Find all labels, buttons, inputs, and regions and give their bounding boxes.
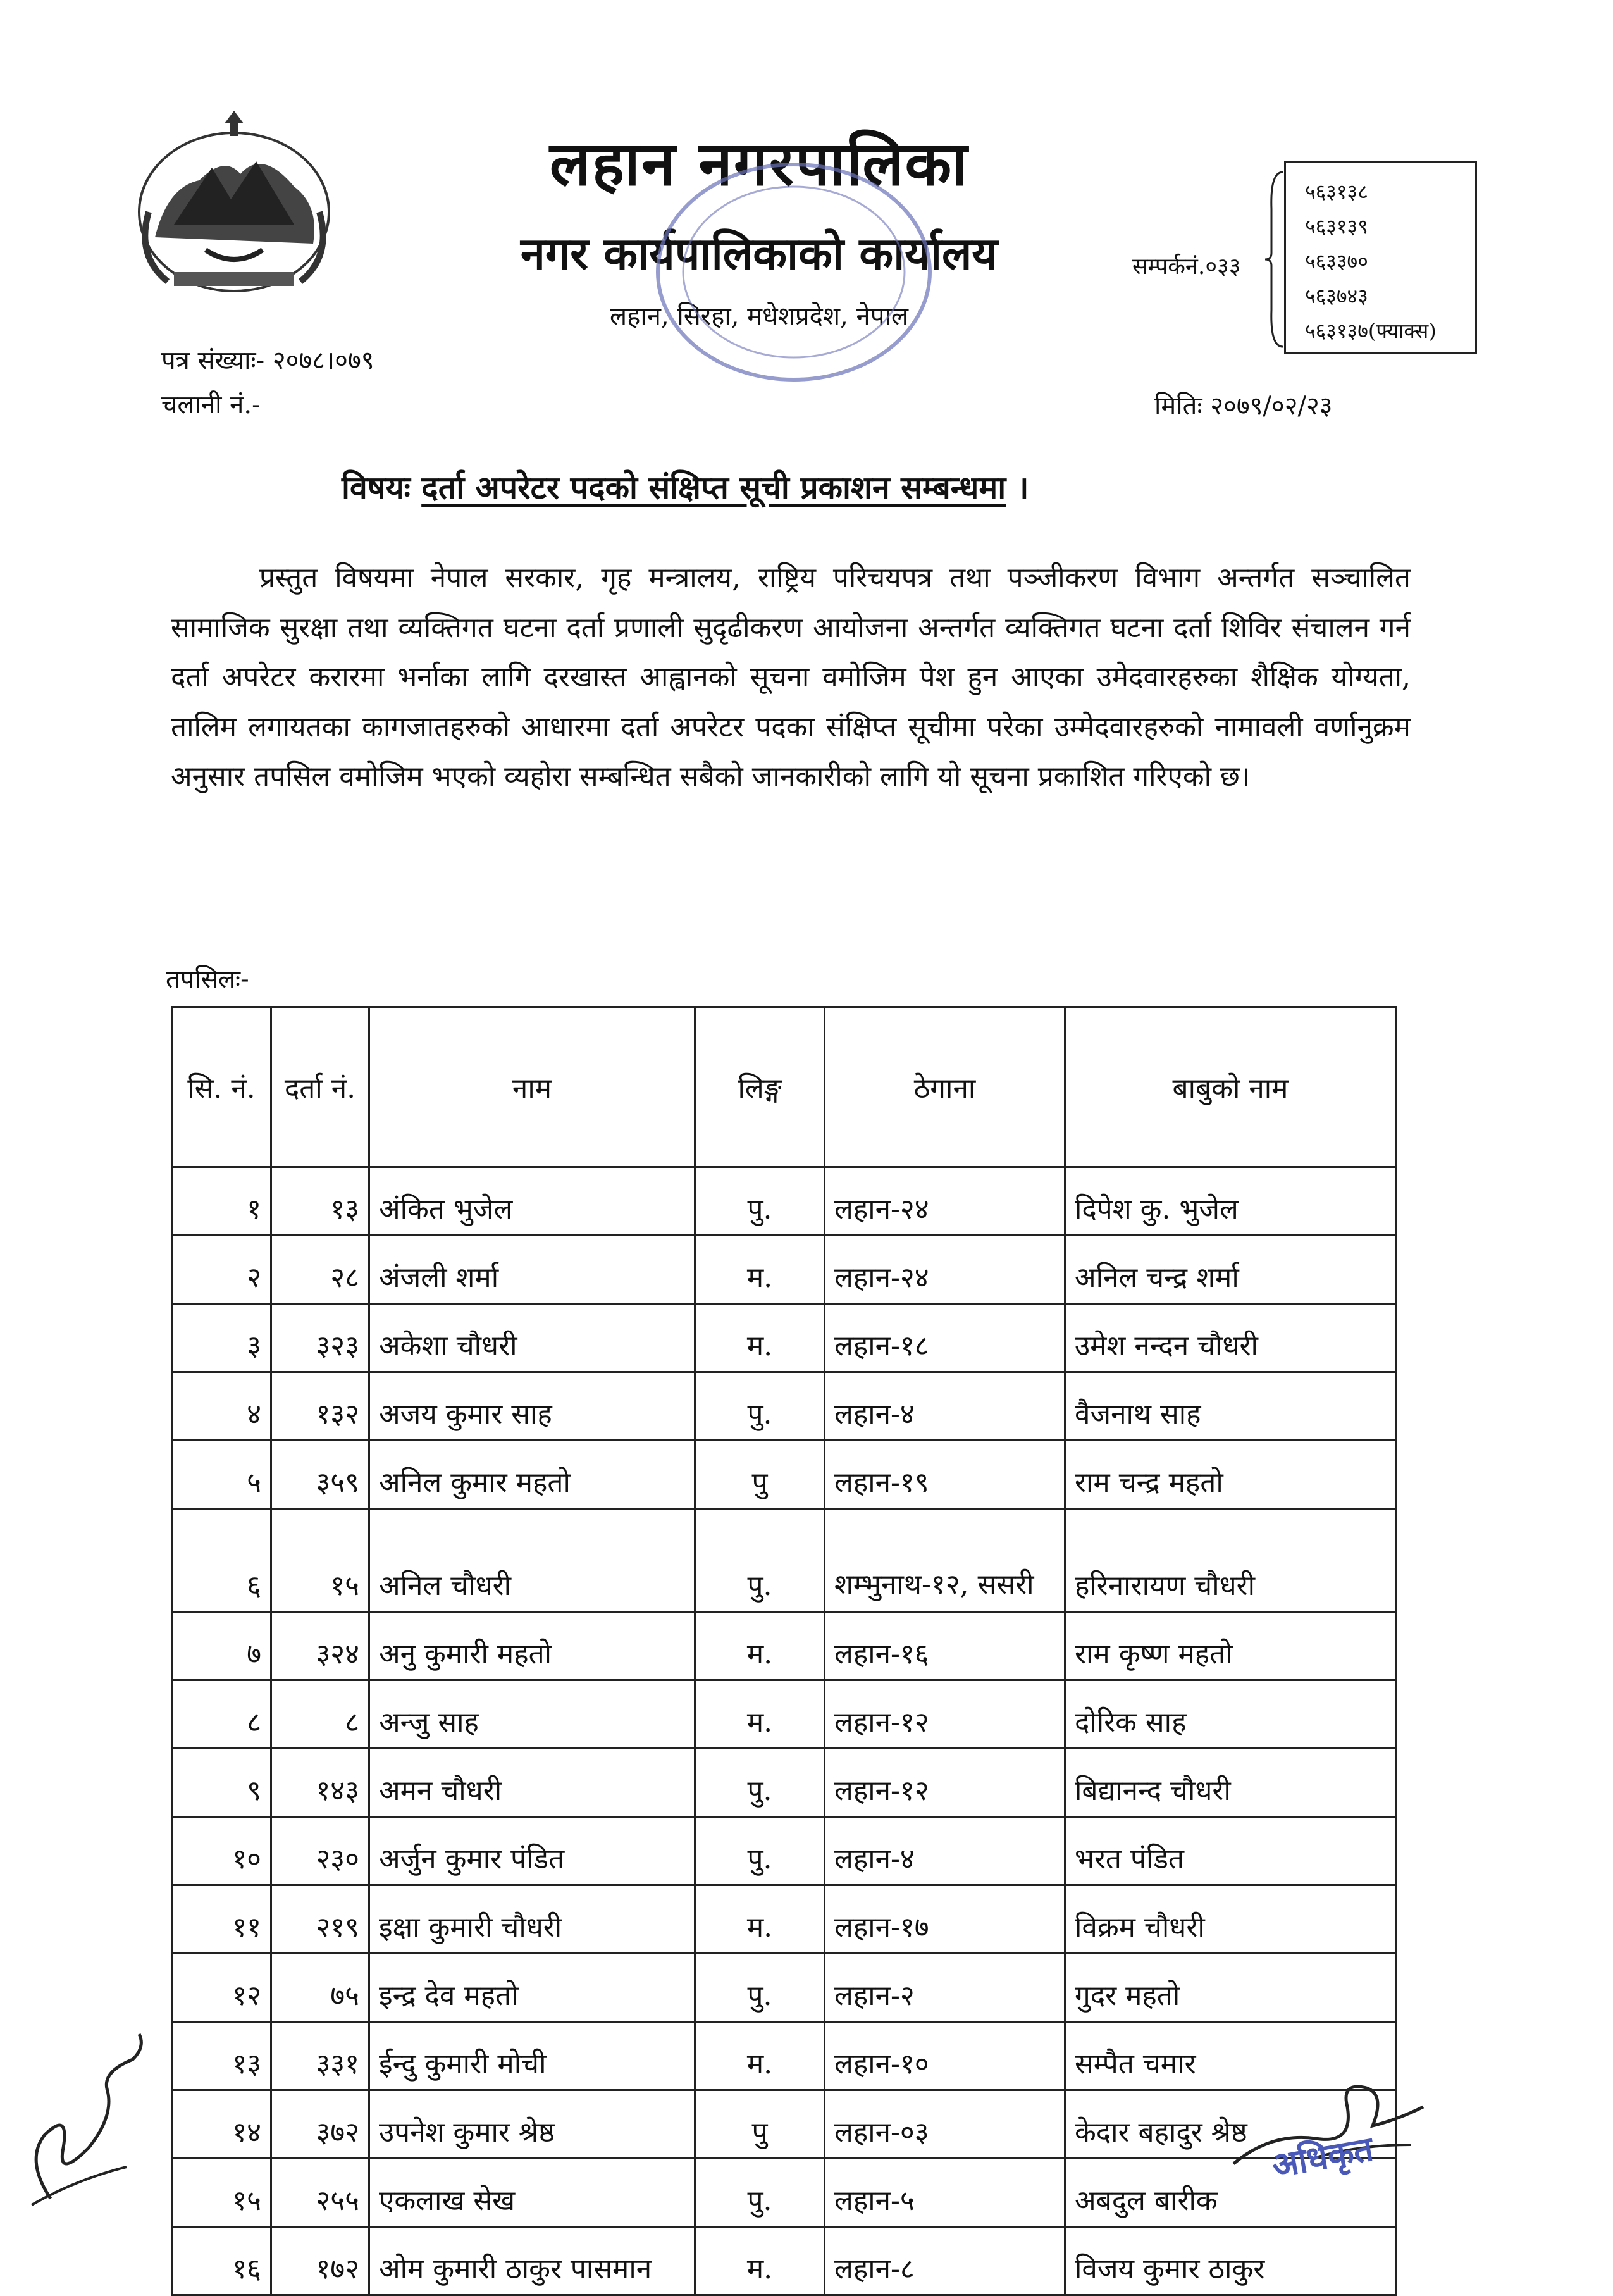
cell-address: लहान-१२ <box>825 1680 1065 1749</box>
cell-father-name: बिद्यानन्द चौधरी <box>1065 1749 1396 1817</box>
org-title: लहान नगरपालिका <box>549 128 969 199</box>
shortlist-table <box>171 1006 1397 2296</box>
cell-address: लहान-१८ <box>825 1304 1065 1372</box>
official-stamp-text: अधिकृत <box>1269 2128 1376 2186</box>
table-row <box>172 1167 1396 1236</box>
cell-gender: म. <box>695 1885 825 1954</box>
table-row <box>172 2159 1396 2227</box>
cell-reg-no: ३२४ <box>271 1612 369 1680</box>
fax-number: ५६३१३७(फ्याक्स) <box>1305 319 1437 343</box>
cell-father-name: विक्रम चौधरी <box>1065 1885 1396 1954</box>
org-address: लहान, सिरहा, मधेशप्रदेश, नेपाल <box>610 302 908 331</box>
contact-label: सम्पर्कनं.०३३ <box>1132 254 1241 280</box>
cell-address: लहान-१२ <box>825 1749 1065 1817</box>
cell-father-name: गुदर महतो <box>1065 1954 1396 2022</box>
cell-gender: पु. <box>695 2159 825 2227</box>
cell-serial: ३ <box>172 1304 271 1372</box>
table-row <box>172 1509 1396 1612</box>
table-header-row <box>172 1007 1396 1167</box>
subject-text: दर्ता अपरेटर पदको संक्षिप्त सूची प्रकाशन सम्बन्धमा <box>421 469 1006 506</box>
cell-gender: म. <box>695 1236 825 1304</box>
cell-name: अन्जु साह <box>369 1680 695 1749</box>
cell-reg-no: २३० <box>271 1817 369 1885</box>
cell-serial: १३ <box>172 2022 271 2090</box>
cell-address: लहान-२ <box>825 1954 1065 2022</box>
cell-gender: पु. <box>695 1509 825 1612</box>
cell-name: अजय कुमार साह <box>369 1372 695 1441</box>
cell-reg-no: २५५ <box>271 2159 369 2227</box>
cell-name: एकलाख सेख <box>369 2159 695 2227</box>
cell-name: अनिल कुमार महतो <box>369 1441 695 1509</box>
cell-gender: पु. <box>695 1954 825 2022</box>
cell-name: अर्जुन कुमार पंडित <box>369 1817 695 1885</box>
cell-name: अंकित भुजेल <box>369 1167 695 1236</box>
cell-name: ओम कुमारी ठाकुर पासमान <box>369 2227 695 2295</box>
cell-name: उपनेश कुमार श्रेष्ठ <box>369 2090 695 2159</box>
cell-serial: १ <box>172 1167 271 1236</box>
cell-serial: ४ <box>172 1372 271 1441</box>
cell-address: लहान-१७ <box>825 1885 1065 1954</box>
table-row <box>172 1749 1396 1817</box>
cell-serial: ९ <box>172 1749 271 1817</box>
table-row <box>172 1885 1396 1954</box>
cell-father-name: राम कृष्ण महतो <box>1065 1612 1396 1680</box>
cell-serial: २ <box>172 1236 271 1304</box>
col-header-address: ठेगाना <box>825 1007 1065 1167</box>
cell-father-name: अनिल चन्द्र शर्मा <box>1065 1236 1396 1304</box>
cell-gender: म. <box>695 1304 825 1372</box>
cell-reg-no: २१९ <box>271 1885 369 1954</box>
cell-serial: ८ <box>172 1680 271 1749</box>
cell-father-name: अबदुल बारीक <box>1065 2159 1396 2227</box>
cell-reg-no: १५ <box>271 1509 369 1612</box>
cell-serial: ७ <box>172 1612 271 1680</box>
cell-gender: पु. <box>695 1817 825 1885</box>
col-header-reg-no: दर्ता नं. <box>271 1007 369 1167</box>
cell-reg-no: ३५९ <box>271 1441 369 1509</box>
cell-name: अंजली शर्मा <box>369 1236 695 1304</box>
cell-father-name: भरत पंडित <box>1065 1817 1396 1885</box>
cell-reg-no: ३२३ <box>271 1304 369 1372</box>
col-header-father-name: बाबुको नाम <box>1065 1007 1396 1167</box>
table-row <box>172 1441 1396 1509</box>
col-header-name: नाम <box>369 1007 695 1167</box>
table-row <box>172 2227 1396 2295</box>
contact-number: ५६३१३९ <box>1305 214 1368 239</box>
contact-number: ५६३१३८ <box>1305 180 1368 204</box>
col-header-gender: लिङ्ग <box>695 1007 825 1167</box>
cell-serial: ५ <box>172 1441 271 1509</box>
cell-name: अमन चौधरी <box>369 1749 695 1817</box>
cell-reg-no: १३२ <box>271 1372 369 1441</box>
cell-serial: १५ <box>172 2159 271 2227</box>
cell-address: लहान-५ <box>825 2159 1065 2227</box>
table-row <box>172 1612 1396 1680</box>
cell-father-name: दिपेश कु. भुजेल <box>1065 1167 1396 1236</box>
table-row <box>172 1817 1396 1885</box>
table-row <box>172 1236 1396 1304</box>
annex-label: तपसिलः- <box>166 965 249 994</box>
contact-number: ५६३३७० <box>1305 249 1368 273</box>
cell-father-name: उमेश नन्दन चौधरी <box>1065 1304 1396 1372</box>
dispatch-number: चलानी नं.- <box>161 390 261 419</box>
cell-name: अकेशा चौधरी <box>369 1304 695 1372</box>
cell-address: लहान-४ <box>825 1372 1065 1441</box>
cell-gender: पु. <box>695 1749 825 1817</box>
cell-reg-no: ७५ <box>271 1954 369 2022</box>
cell-serial: ६ <box>172 1509 271 1612</box>
cell-reg-no: १३ <box>271 1167 369 1236</box>
office-name: नगर कार्यपालिकाको कार्यालय <box>520 227 998 280</box>
bracket-icon <box>1265 171 1284 348</box>
cell-father-name: राम चन्द्र महतो <box>1065 1441 1396 1509</box>
cell-gender: म. <box>695 1612 825 1680</box>
cell-address: लहान-४ <box>825 1817 1065 1885</box>
cell-father-name: दोरिक साह <box>1065 1680 1396 1749</box>
subject-suffix: । <box>1017 469 1029 506</box>
cell-address: लहान-१९ <box>825 1441 1065 1509</box>
table-row <box>172 2090 1396 2159</box>
signature-left <box>13 2021 158 2211</box>
cell-address: शम्भुनाथ-१२, ससरी <box>825 1509 1065 1612</box>
cell-father-name: सम्पैत चमार <box>1065 2022 1396 2090</box>
cell-reg-no: ३३१ <box>271 2022 369 2090</box>
cell-gender: म. <box>695 2227 825 2295</box>
cell-address: लहान-१० <box>825 2022 1065 2090</box>
table-row <box>172 1372 1396 1441</box>
letter-date: मितिः २०७९/०२/२३ <box>1154 392 1333 421</box>
table-row <box>172 2022 1396 2090</box>
subject-line <box>342 465 1029 508</box>
cell-reg-no: १४३ <box>271 1749 369 1817</box>
cell-reg-no: ३७२ <box>271 2090 369 2159</box>
cell-reg-no: १७२ <box>271 2227 369 2295</box>
cell-serial: १६ <box>172 2227 271 2295</box>
cell-serial: १४ <box>172 2090 271 2159</box>
cell-father-name: केदार बहादुर श्रेष्ठ <box>1065 2090 1396 2159</box>
cell-address: लहान-२४ <box>825 1167 1065 1236</box>
cell-gender: म. <box>695 2022 825 2090</box>
cell-name: ईन्दु कुमारी मोची <box>369 2022 695 2090</box>
cell-gender: पु. <box>695 1167 825 1236</box>
contact-numbers-box <box>1284 161 1477 354</box>
cell-name: अनु कुमारी महतो <box>369 1612 695 1680</box>
col-header-serial: सि. नं. <box>172 1007 271 1167</box>
cell-gender: पु <box>695 2090 825 2159</box>
cell-gender: पु <box>695 1441 825 1509</box>
contact-number: ५६३७४३ <box>1305 284 1368 308</box>
cell-father-name: हरिनारायण चौधरी <box>1065 1509 1396 1612</box>
cell-gender: म. <box>695 1680 825 1749</box>
cell-reg-no: ८ <box>271 1680 369 1749</box>
cell-name: इन्द्र देव महतो <box>369 1954 695 2022</box>
table-row <box>172 1954 1396 2022</box>
cell-address: लहान-८ <box>825 2227 1065 2295</box>
cell-father-name: विजय कुमार ठाकुर <box>1065 2227 1396 2295</box>
letter-number: पत्र संख्याः- २०७८।०७९ <box>161 346 374 375</box>
table-row <box>172 1680 1396 1749</box>
government-emblem <box>130 111 338 301</box>
cell-address: लहान-०३ <box>825 2090 1065 2159</box>
table-row <box>172 1304 1396 1372</box>
cell-serial: १२ <box>172 1954 271 2022</box>
cell-serial: ११ <box>172 1885 271 1954</box>
subject-prefix: विषयः <box>342 469 411 506</box>
office-stamp <box>645 152 942 392</box>
cell-serial: १० <box>172 1817 271 1885</box>
cell-address: लहान-१६ <box>825 1612 1065 1680</box>
notice-body: प्रस्तुत विषयमा नेपाल सरकार, गृह मन्त्रालय, राष्ट्रिय परिचयपत्र तथा पञ्जीकरण विभाग अन्तर्गत सञ्चालित सामाजिक सुरक्षा तथा व्यक्तिगत घटना दर्ता प्रणाली सुदृढीकरण आयोजना अन्तर्गत व्यक्तिगत घटना दर्ता शिविर संचालन गर्न दर्ता अपरेटर करारमा भर्नाका लागि दरखास्त आह्वानको सूचना वमोजिम पेश हुन आएका उमेदवारहरुका शैक्षिक योग्यता, तालिम लगायतका कागजातहरुको आधारमा दर्ता अपरेटर पदका संक्षिप्त सूचीमा परेका उम्मेदवारहरुको नामावली वर्णानुक्रम अनुसार तपसिल वमोजिम भएको व्यहोरा सम्बन्धित सबैको जानकारीको लागि यो सूचना प्रकाशित गरिएको छ। <box>171 562 1411 793</box>
cell-reg-no: २८ <box>271 1236 369 1304</box>
cell-address: लहान-२४ <box>825 1236 1065 1304</box>
cell-gender: पु. <box>695 1372 825 1441</box>
cell-father-name: वैजनाथ साह <box>1065 1372 1396 1441</box>
cell-name: इक्षा कुमारी चौधरी <box>369 1885 695 1954</box>
cell-name: अनिल चौधरी <box>369 1509 695 1612</box>
